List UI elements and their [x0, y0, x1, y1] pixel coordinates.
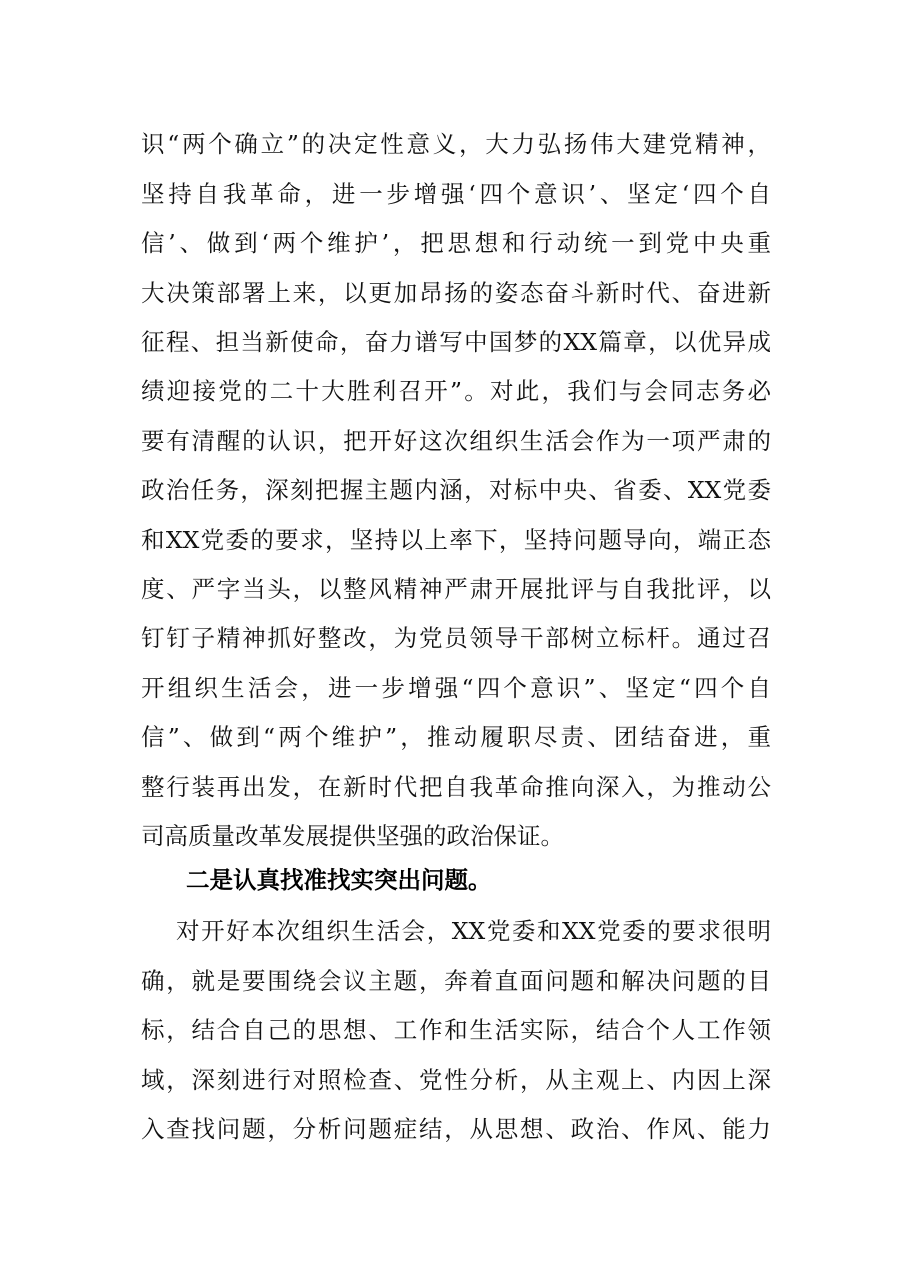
paragraph-line: 信”、做到“两个维护”，推动履职尽责、团结奋进，重 [141, 723, 771, 751]
paragraph-line: 识“两个确立”的决定性意义，大力弘扬伟大建党精神， [141, 130, 771, 158]
paragraph-line: 对开好本次组织生活会，XX党委和XX党委的要求很明 [176, 917, 771, 945]
paragraph-line: 司高质量改革发展提供坚强的政治保证。 [141, 822, 564, 850]
paragraph-line: 确，就是要围绕会议主题，奔着直面问题和解决问题的目 [141, 967, 771, 995]
paragraph-line: 度、严字当头，以整风精神严肃开展批评与自我批评，以 [141, 575, 771, 603]
paragraph-line: 政治任务，深刻把握主题内涵，对标中央、省委、XX党委 [141, 476, 771, 504]
paragraph-line: 入查找问题，分析问题症结，从思想、政治、作风、能力 [141, 1115, 771, 1143]
paragraph-line: 标，结合自己的思想、工作和生活实际，结合个人工作领 [141, 1016, 771, 1044]
paragraph-line: 域，深刻进行对照检查、党性分析，从主观上、内因上深 [141, 1066, 771, 1094]
paragraph-line: 整行装再出发，在新时代把自我革命推向深入，为推动公 [141, 773, 771, 801]
paragraph-line: 大决策部署上来，以更加昂扬的姿态奋斗新时代、奋进新 [141, 279, 771, 307]
paragraph-line: 信’、做到‘两个维护’，把思想和行动统一到党中央重 [141, 229, 771, 257]
paragraph-line: 绩迎接党的二十大胜利召开”。对此，我们与会同志务必 [141, 377, 771, 405]
paragraph-line: 开组织生活会，进一步增强“四个意识”、坚定“四个自 [141, 674, 771, 702]
paragraph-line: 征程、担当新使命，奋力谱写中国梦的XX篇章，以优异成 [141, 328, 771, 356]
paragraph-line: 钉钉子精神抓好整改，为党员领导干部树立标杆。通过召 [141, 624, 771, 652]
paragraph-line: 要有清醒的认识，把开好这次组织生活会作为一项严肃的 [141, 427, 771, 455]
paragraph-line: 和XX党委的要求，坚持以上率下，坚持问题导向，端正态 [141, 526, 771, 554]
paragraph-line: 坚持自我革命，进一步增强‘四个意识’、坚定‘四个自 [141, 180, 771, 208]
section-heading: 二是认真找准找实突出问题。 [186, 866, 492, 894]
